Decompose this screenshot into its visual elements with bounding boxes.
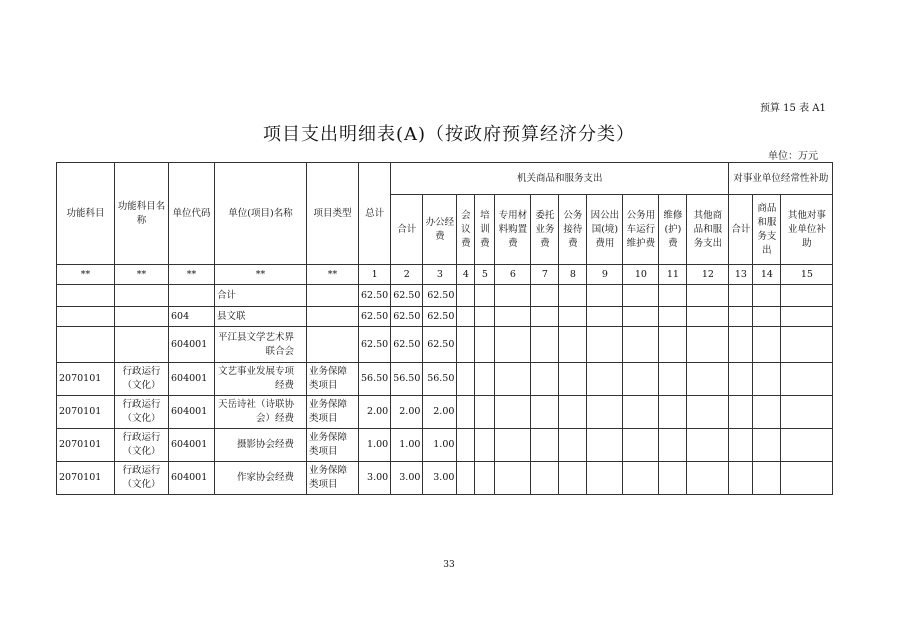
- empty-cell: [659, 462, 687, 495]
- subtotal-cell: 2.00: [391, 396, 423, 429]
- empty-cell: [781, 285, 833, 307]
- empty-cell: [659, 307, 687, 327]
- unit-code-cell: 604001: [169, 429, 215, 462]
- index-cell: 11: [659, 265, 687, 285]
- unit-name-cell: 平江县文学艺术界联合会: [215, 327, 307, 363]
- total-cell: 3.00: [359, 462, 391, 495]
- func-name-cell: [115, 285, 169, 307]
- empty-cell: [753, 396, 781, 429]
- empty-cell: [687, 285, 729, 307]
- header-office: 办公经费: [423, 195, 457, 265]
- header-func-subject-name: 功能科目名称: [115, 163, 169, 265]
- unit-name-cell: 摄影协会经费: [215, 429, 307, 462]
- empty-cell: [781, 429, 833, 462]
- index-cell: 2: [391, 265, 423, 285]
- empty-cell: [475, 429, 495, 462]
- empty-cell: [587, 396, 623, 429]
- empty-cell: [623, 307, 659, 327]
- empty-cell: [475, 285, 495, 307]
- empty-cell: [457, 307, 475, 327]
- unit-code-cell: 604001: [169, 462, 215, 495]
- func-code-cell: 2070101: [57, 429, 115, 462]
- index-cell: 9: [587, 265, 623, 285]
- empty-cell: [495, 327, 531, 363]
- empty-cell: [753, 462, 781, 495]
- unit-code-cell: 604001: [169, 396, 215, 429]
- project-type-cell: [307, 307, 359, 327]
- index-cell: 6: [495, 265, 531, 285]
- func-code-cell: 2070101: [57, 462, 115, 495]
- empty-cell: [475, 307, 495, 327]
- empty-cell: [531, 307, 559, 327]
- table-row: [57, 363, 833, 396]
- empty-cell: [457, 396, 475, 429]
- index-cell: 15: [781, 265, 833, 285]
- empty-cell: [559, 429, 587, 462]
- header-sub-total: 合计: [729, 195, 753, 265]
- empty-cell: [729, 363, 753, 396]
- empty-cell: [475, 462, 495, 495]
- empty-cell: [623, 462, 659, 495]
- func-code-cell: [57, 327, 115, 363]
- total-cell: 62.50: [359, 327, 391, 363]
- empty-cell: [495, 363, 531, 396]
- empty-cell: [495, 285, 531, 307]
- empty-cell: [457, 285, 475, 307]
- unit-code-cell: [169, 285, 215, 307]
- empty-cell: [781, 307, 833, 327]
- table-row: [57, 327, 833, 363]
- empty-cell: [729, 307, 753, 327]
- header-meeting: 会议费: [457, 195, 475, 265]
- unit-name-cell: 文艺事业发展专项经费: [215, 363, 307, 396]
- index-row: [57, 265, 833, 285]
- empty-cell: [495, 396, 531, 429]
- header-sub-other: 其他对事业单位补助: [781, 195, 833, 265]
- empty-cell: [531, 429, 559, 462]
- empty-cell: [687, 396, 729, 429]
- empty-cell: [687, 327, 729, 363]
- table-row: [57, 462, 833, 495]
- index-cell: 4: [457, 265, 475, 285]
- index-cell: **: [115, 265, 169, 285]
- empty-cell: [495, 429, 531, 462]
- func-code-cell: 2070101: [57, 396, 115, 429]
- office-cell: 2.00: [423, 396, 457, 429]
- empty-cell: [753, 363, 781, 396]
- empty-cell: [623, 327, 659, 363]
- empty-cell: [753, 327, 781, 363]
- header-total: 总计: [359, 163, 391, 265]
- subtotal-cell: 56.50: [391, 363, 423, 396]
- func-name-cell: 行政运行（文化）: [115, 462, 169, 495]
- index-cell: 1: [359, 265, 391, 285]
- unit-name-cell: 合计: [215, 285, 307, 307]
- empty-cell: [475, 327, 495, 363]
- empty-cell: [531, 396, 559, 429]
- index-cell: **: [215, 265, 307, 285]
- total-cell: 56.50: [359, 363, 391, 396]
- header-other-goods: 其他商品和服务支出: [687, 195, 729, 265]
- empty-cell: [659, 327, 687, 363]
- project-type-cell: 业务保障类项目: [307, 429, 359, 462]
- empty-cell: [457, 363, 475, 396]
- func-name-cell: 行政运行（文化）: [115, 363, 169, 396]
- func-name-cell: [115, 307, 169, 327]
- empty-cell: [457, 429, 475, 462]
- subtotal-cell: 62.50: [391, 327, 423, 363]
- total-cell: 62.50: [359, 285, 391, 307]
- office-cell: 62.50: [423, 307, 457, 327]
- subtotal-cell: 62.50: [391, 307, 423, 327]
- index-cell: 10: [623, 265, 659, 285]
- unit-name-cell: 作家协会经费: [215, 462, 307, 495]
- index-cell: 7: [531, 265, 559, 285]
- empty-cell: [559, 327, 587, 363]
- total-cell: 2.00: [359, 396, 391, 429]
- index-cell: 12: [687, 265, 729, 285]
- header-subsidy-group: 对事业单位经常性补助: [729, 163, 833, 195]
- empty-cell: [729, 429, 753, 462]
- page-title: 项目支出明细表(A)（按政府预算经济分类）: [262, 124, 636, 145]
- func-name-cell: [115, 327, 169, 363]
- empty-cell: [623, 396, 659, 429]
- empty-cell: [729, 285, 753, 307]
- empty-cell: [559, 462, 587, 495]
- empty-cell: [687, 462, 729, 495]
- table-row: [57, 429, 833, 462]
- empty-cell: [495, 462, 531, 495]
- empty-cell: [753, 429, 781, 462]
- index-cell: **: [169, 265, 215, 285]
- expenditure-table: [56, 162, 833, 495]
- index-cell: 3: [423, 265, 457, 285]
- header-reception: 公务接待费: [559, 195, 587, 265]
- empty-cell: [659, 363, 687, 396]
- empty-cell: [587, 429, 623, 462]
- empty-cell: [753, 285, 781, 307]
- header-sub-goods: 商品和服务支出: [753, 195, 781, 265]
- unit-code-cell: 604001: [169, 363, 215, 396]
- form-number: 预算 15 表 A1: [760, 103, 826, 114]
- total-cell: 62.50: [359, 307, 391, 327]
- empty-cell: [781, 396, 833, 429]
- office-cell: 56.50: [423, 363, 457, 396]
- header-maintenance: 维修(护)费: [659, 195, 687, 265]
- empty-cell: [729, 462, 753, 495]
- empty-cell: [587, 327, 623, 363]
- project-type-cell: [307, 285, 359, 307]
- header-materials: 专用材料购置费: [495, 195, 531, 265]
- func-name-cell: 行政运行（文化）: [115, 396, 169, 429]
- unit-label: 单位：万元: [768, 151, 818, 162]
- index-cell: 13: [729, 265, 753, 285]
- office-cell: 62.50: [423, 327, 457, 363]
- table-row: [57, 396, 833, 429]
- empty-cell: [753, 307, 781, 327]
- empty-cell: [457, 327, 475, 363]
- empty-cell: [729, 327, 753, 363]
- empty-cell: [495, 307, 531, 327]
- empty-cell: [623, 429, 659, 462]
- empty-cell: [587, 285, 623, 307]
- empty-cell: [531, 327, 559, 363]
- func-code-cell: [57, 285, 115, 307]
- func-name-cell: 行政运行（文化）: [115, 429, 169, 462]
- header-unit-project-name: 单位(项目)名称: [215, 163, 307, 265]
- empty-cell: [687, 429, 729, 462]
- unit-code-cell: 604001: [169, 327, 215, 363]
- header-project-type: 项目类型: [307, 163, 359, 265]
- empty-cell: [623, 285, 659, 307]
- empty-cell: [659, 396, 687, 429]
- index-cell: 5: [475, 265, 495, 285]
- empty-cell: [687, 307, 729, 327]
- empty-cell: [559, 363, 587, 396]
- header-commission: 委托业务费: [531, 195, 559, 265]
- subtotal-cell: 62.50: [391, 285, 423, 307]
- unit-name-cell: 天岳诗社（诗联协会）经费: [215, 396, 307, 429]
- empty-cell: [457, 462, 475, 495]
- unit-name-cell: 县文联: [215, 307, 307, 327]
- index-cell: **: [307, 265, 359, 285]
- empty-cell: [559, 285, 587, 307]
- func-code-cell: 2070101: [57, 363, 115, 396]
- header-training: 培训费: [475, 195, 495, 265]
- header-goods-services-group: 机关商品和服务支出: [391, 163, 729, 195]
- table-row: [57, 285, 833, 307]
- empty-cell: [781, 363, 833, 396]
- project-type-cell: 业务保障类项目: [307, 462, 359, 495]
- office-cell: 62.50: [423, 285, 457, 307]
- office-cell: 1.00: [423, 429, 457, 462]
- empty-cell: [687, 363, 729, 396]
- index-cell: 14: [753, 265, 781, 285]
- empty-cell: [531, 363, 559, 396]
- empty-cell: [729, 396, 753, 429]
- func-code-cell: [57, 307, 115, 327]
- index-cell: **: [57, 265, 115, 285]
- table-row: [57, 307, 833, 327]
- empty-cell: [623, 363, 659, 396]
- subtotal-cell: 1.00: [391, 429, 423, 462]
- page-number: 33: [443, 560, 455, 570]
- empty-cell: [587, 462, 623, 495]
- project-type-cell: [307, 327, 359, 363]
- empty-cell: [659, 285, 687, 307]
- empty-cell: [781, 327, 833, 363]
- header-subtotal: 合计: [391, 195, 423, 265]
- total-cell: 1.00: [359, 429, 391, 462]
- empty-cell: [559, 396, 587, 429]
- office-cell: 3.00: [423, 462, 457, 495]
- empty-cell: [559, 307, 587, 327]
- empty-cell: [587, 307, 623, 327]
- empty-cell: [531, 285, 559, 307]
- index-cell: 8: [559, 265, 587, 285]
- empty-cell: [475, 363, 495, 396]
- unit-code-cell: 604: [169, 307, 215, 327]
- subtotal-cell: 3.00: [391, 462, 423, 495]
- project-type-cell: 业务保障类项目: [307, 363, 359, 396]
- header-func-subject: 功能科目: [57, 163, 115, 265]
- empty-cell: [475, 396, 495, 429]
- empty-cell: [781, 462, 833, 495]
- empty-cell: [531, 462, 559, 495]
- project-type-cell: 业务保障类项目: [307, 396, 359, 429]
- header-vehicle: 公务用车运行维护费: [623, 195, 659, 265]
- empty-cell: [587, 363, 623, 396]
- header-unit-code: 单位代码: [169, 163, 215, 265]
- empty-cell: [659, 429, 687, 462]
- header-abroad: 因公出国(境)费用: [587, 195, 623, 265]
